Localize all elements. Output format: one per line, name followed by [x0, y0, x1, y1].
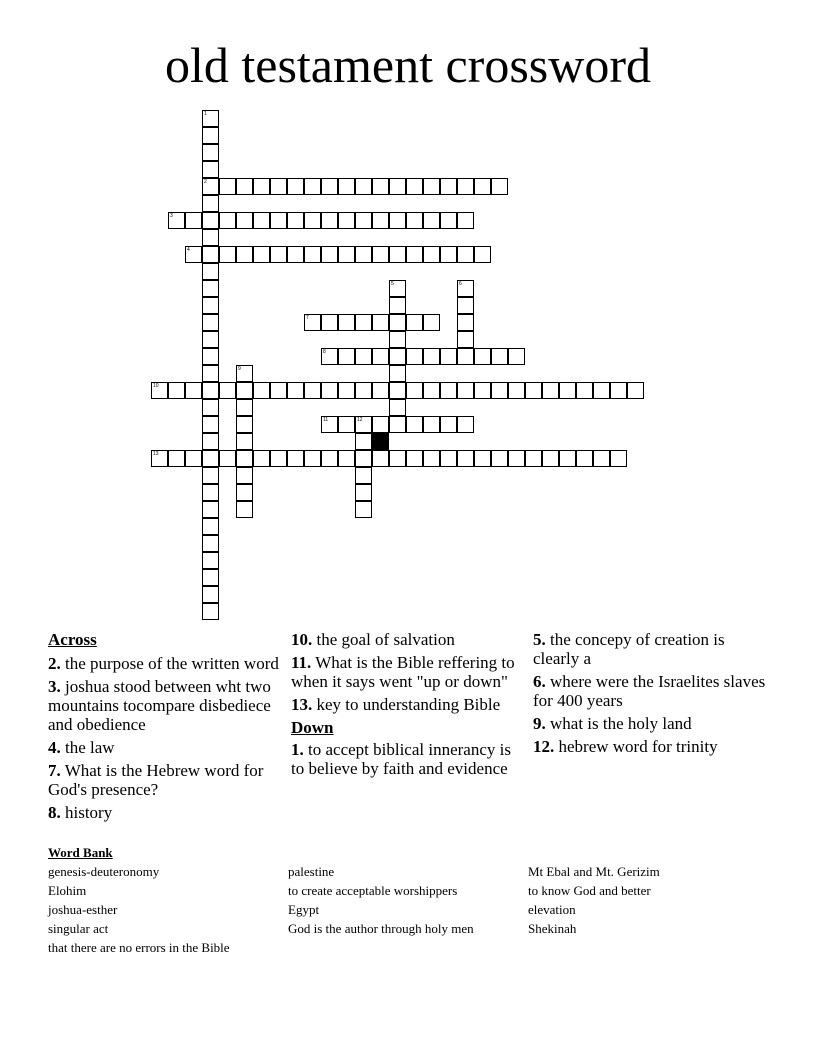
- crossword-cell[interactable]: [270, 382, 287, 399]
- crossword-cell[interactable]: [219, 178, 236, 195]
- crossword-cell[interactable]: [202, 467, 219, 484]
- crossword-cell[interactable]: [202, 246, 219, 263]
- crossword-cell[interactable]: [304, 314, 321, 331]
- crossword-cell[interactable]: [440, 450, 457, 467]
- clue-across-4: 4. the law: [48, 738, 115, 757]
- crossword-cell[interactable]: [253, 178, 270, 195]
- clue-number: 5: [391, 281, 394, 287]
- crossword-cell[interactable]: [355, 382, 372, 399]
- crossword-cell[interactable]: [236, 416, 253, 433]
- word-bank-item: Egypt: [288, 902, 320, 917]
- crossword-cell[interactable]: [202, 297, 219, 314]
- crossword-cell[interactable]: [338, 416, 355, 433]
- crossword-cell[interactable]: [202, 127, 219, 144]
- clue-across-2: 2. the purpose of the written word: [48, 654, 279, 673]
- crossword-cell[interactable]: [440, 348, 457, 365]
- crossword-cell[interactable]: [202, 212, 219, 229]
- crossword-cell[interactable]: [355, 246, 372, 263]
- crossword-cell[interactable]: [372, 348, 389, 365]
- crossword-cell[interactable]: [491, 348, 508, 365]
- crossword-cell[interactable]: [389, 399, 406, 416]
- crossword-cell[interactable]: [236, 212, 253, 229]
- crossword-cell[interactable]: [576, 382, 593, 399]
- crossword-cell[interactable]: [236, 433, 253, 450]
- crossword-cell[interactable]: [253, 246, 270, 263]
- crossword-cell[interactable]: [236, 178, 253, 195]
- crossword-cell[interactable]: [406, 348, 423, 365]
- crossword-cell[interactable]: [491, 450, 508, 467]
- crossword-cell[interactable]: [202, 382, 219, 399]
- crossword-cell[interactable]: [202, 178, 219, 195]
- crossword-cell[interactable]: [321, 382, 338, 399]
- crossword-cell[interactable]: [627, 382, 644, 399]
- page-title: old testament crossword: [164, 37, 651, 93]
- crossword-cell[interactable]: [168, 212, 185, 229]
- crossword-cell[interactable]: [287, 246, 304, 263]
- crossword-cell[interactable]: [202, 263, 219, 280]
- crossword-cell[interactable]: [236, 382, 253, 399]
- crossword-cell[interactable]: [372, 382, 389, 399]
- crossword-cell[interactable]: [355, 433, 372, 450]
- crossword-cell[interactable]: [440, 212, 457, 229]
- crossword-cell[interactable]: [372, 212, 389, 229]
- crossword-cell[interactable]: [321, 212, 338, 229]
- word-bank-item: to know God and better: [528, 883, 651, 898]
- crossword-cell[interactable]: [440, 416, 457, 433]
- word-bank-item: that there are no errors in the Bible: [48, 940, 230, 955]
- crossword-cell[interactable]: [236, 501, 253, 518]
- clue-across-3: 3. joshua stood between wht two mountains tocompare disbediece and obedience: [48, 677, 271, 734]
- crossword-cell[interactable]: [202, 331, 219, 348]
- crossword-cell[interactable]: [202, 416, 219, 433]
- crossword-cell[interactable]: [355, 450, 372, 467]
- crossword-cell[interactable]: [389, 382, 406, 399]
- crossword-cell[interactable]: [185, 382, 202, 399]
- crossword-cell[interactable]: [338, 382, 355, 399]
- clue-across-7: 7. What is the Hebrew word for God's presence?: [48, 761, 264, 799]
- crossword-cell[interactable]: [593, 450, 610, 467]
- clue-across-13: 13. key to understanding Bible: [291, 695, 501, 714]
- crossword-cell[interactable]: [423, 178, 440, 195]
- word-bank-item: genesis-deuteronomy: [48, 864, 160, 879]
- crossword-cell[interactable]: [287, 178, 304, 195]
- crossword-cell[interactable]: [491, 178, 508, 195]
- crossword-cell[interactable]: [474, 382, 491, 399]
- crossword-cell[interactable]: [202, 501, 219, 518]
- crossword-cell[interactable]: [372, 314, 389, 331]
- crossword-cell[interactable]: [457, 314, 474, 331]
- clue-down-9: 9. what is the holy land: [533, 714, 692, 733]
- crossword-cell[interactable]: [508, 450, 525, 467]
- crossword-cell[interactable]: [389, 450, 406, 467]
- clue-number: 6: [459, 281, 462, 287]
- clue-down-1: 1. to accept biblical innerancy is to believe by faith and evidence: [291, 740, 511, 778]
- crossword-cell[interactable]: [389, 348, 406, 365]
- crossword-cell[interactable]: [423, 382, 440, 399]
- crossword-cell[interactable]: [610, 450, 627, 467]
- crossword-cell[interactable]: [304, 450, 321, 467]
- crossword-cell[interactable]: [202, 603, 219, 620]
- crossword-cell[interactable]: [202, 229, 219, 246]
- crossword-cell[interactable]: [389, 314, 406, 331]
- clue-number: 4: [187, 247, 190, 253]
- crossword-cell[interactable]: [338, 450, 355, 467]
- crossword-cell[interactable]: [321, 314, 338, 331]
- crossword-cell[interactable]: [185, 450, 202, 467]
- crossword-cell[interactable]: [338, 348, 355, 365]
- crossword-cell[interactable]: [253, 450, 270, 467]
- crossword-cell[interactable]: [202, 161, 219, 178]
- crossword-cell[interactable]: [304, 246, 321, 263]
- crossword-cell[interactable]: [440, 246, 457, 263]
- crossword-cell[interactable]: [474, 450, 491, 467]
- crossword-cell[interactable]: [423, 348, 440, 365]
- crossword-cell[interactable]: [321, 348, 338, 365]
- crossword-cell[interactable]: [457, 212, 474, 229]
- crossword-cell[interactable]: [338, 246, 355, 263]
- crossword-cell[interactable]: [389, 331, 406, 348]
- crossword-cell[interactable]: [440, 178, 457, 195]
- crossword-cell[interactable]: [457, 382, 474, 399]
- crossword-cell[interactable]: [406, 246, 423, 263]
- crossword-cell[interactable]: [355, 348, 372, 365]
- word-bank-item: singular act: [48, 921, 109, 936]
- clue-number: 7: [306, 315, 309, 321]
- crossword-cell[interactable]: [355, 467, 372, 484]
- crossword-cell[interactable]: [355, 314, 372, 331]
- crossword-cell[interactable]: [287, 212, 304, 229]
- crossword-cell[interactable]: [457, 450, 474, 467]
- crossword-cell[interactable]: [202, 450, 219, 467]
- crossword-cell[interactable]: [423, 314, 440, 331]
- crossword-cell[interactable]: [389, 212, 406, 229]
- crossword-cell[interactable]: [304, 212, 321, 229]
- crossword-cell[interactable]: [406, 212, 423, 229]
- crossword-cell[interactable]: [542, 382, 559, 399]
- crossword-cell[interactable]: [338, 212, 355, 229]
- crossword-cell[interactable]: [423, 416, 440, 433]
- crossword-cell[interactable]: [576, 450, 593, 467]
- clue-across-10: 10. the goal of salvation: [291, 630, 455, 649]
- crossword-cell[interactable]: [355, 501, 372, 518]
- crossword-cell[interactable]: [253, 212, 270, 229]
- crossword-cell[interactable]: [389, 178, 406, 195]
- clue-across-11: 11. What is the Bible reffering to when it says went "up or down": [291, 653, 515, 691]
- word-bank-item: palestine: [288, 864, 335, 879]
- crossword-cell[interactable]: [253, 382, 270, 399]
- across-heading: Across: [48, 630, 97, 649]
- crossword-cell[interactable]: [423, 212, 440, 229]
- crossword-cell[interactable]: [525, 450, 542, 467]
- crossword-cell[interactable]: [202, 110, 219, 127]
- crossword-cell[interactable]: [270, 246, 287, 263]
- clue-column-1: [48, 630, 284, 826]
- crossword-cell[interactable]: [610, 382, 627, 399]
- crossword-cell[interactable]: [474, 348, 491, 365]
- down-heading: Down: [291, 718, 334, 737]
- crossword-cell[interactable]: [321, 246, 338, 263]
- crossword-cell[interactable]: [185, 246, 202, 263]
- clue-number: 10: [153, 383, 159, 389]
- crossword-cell[interactable]: [168, 382, 185, 399]
- crossword-cell[interactable]: [321, 450, 338, 467]
- clue-number: 11: [323, 417, 329, 423]
- crossword-cell[interactable]: [525, 382, 542, 399]
- crossword-cell[interactable]: [457, 280, 474, 297]
- crossword-cell[interactable]: [355, 484, 372, 501]
- crossword-cell[interactable]: [185, 212, 202, 229]
- crossword-cell[interactable]: [236, 246, 253, 263]
- word-bank-title: Word Bank: [48, 845, 113, 860]
- crossword-cell[interactable]: [406, 178, 423, 195]
- clue-number: 13: [153, 451, 159, 457]
- crossword-cell[interactable]: [270, 212, 287, 229]
- clue-column-3: [533, 630, 769, 760]
- crossword-cell[interactable]: [423, 450, 440, 467]
- crossword-cell[interactable]: [202, 433, 219, 450]
- crossword-cell[interactable]: [508, 382, 525, 399]
- crossword-cell[interactable]: [457, 348, 474, 365]
- word-bank-column-1: [48, 862, 288, 957]
- crossword-cell[interactable]: [202, 569, 219, 586]
- crossword-cell[interactable]: [338, 178, 355, 195]
- crossword-cell[interactable]: [389, 280, 406, 297]
- crossword-cell[interactable]: [287, 382, 304, 399]
- clue-number: 8: [323, 349, 326, 355]
- crossword-block: [372, 433, 389, 450]
- crossword-cell[interactable]: [202, 535, 219, 552]
- crossword-cell[interactable]: [219, 212, 236, 229]
- crossword-cell[interactable]: [304, 382, 321, 399]
- crossword-cell[interactable]: [355, 178, 372, 195]
- crossword-cell[interactable]: [389, 365, 406, 382]
- crossword-cell[interactable]: [236, 450, 253, 467]
- clue-down-5: 5. the concepy of creation is clearly a: [533, 630, 725, 668]
- crossword-cell[interactable]: [202, 195, 219, 212]
- crossword-cell[interactable]: [457, 246, 474, 263]
- crossword-cell[interactable]: [202, 348, 219, 365]
- crossword-cell[interactable]: [389, 416, 406, 433]
- crossword-cell[interactable]: [236, 467, 253, 484]
- crossword-cell[interactable]: [406, 314, 423, 331]
- crossword-cell[interactable]: [168, 450, 185, 467]
- crossword-cell[interactable]: [559, 450, 576, 467]
- crossword-cell[interactable]: [202, 280, 219, 297]
- crossword-cell[interactable]: [338, 314, 355, 331]
- crossword-cell[interactable]: [491, 382, 508, 399]
- crossword-cell[interactable]: [389, 297, 406, 314]
- crossword-cell[interactable]: [202, 399, 219, 416]
- crossword-cell[interactable]: [270, 178, 287, 195]
- crossword-cell[interactable]: [151, 450, 168, 467]
- clue-down-12: 12. hebrew word for trinity: [533, 737, 718, 756]
- crossword-cell[interactable]: [406, 416, 423, 433]
- clue-number: 9: [238, 366, 241, 372]
- crossword-cell[interactable]: [202, 518, 219, 535]
- word-bank-item: elevation: [528, 902, 576, 917]
- crossword-cell[interactable]: [406, 450, 423, 467]
- crossword-cell[interactable]: [287, 450, 304, 467]
- crossword-cell[interactable]: [389, 246, 406, 263]
- word-bank-item: Mt Ebal and Mt. Gerizim: [528, 864, 660, 879]
- crossword-cell[interactable]: [406, 382, 423, 399]
- clue-number: 1: [204, 111, 207, 117]
- word-bank-item: joshua-esther: [48, 902, 118, 917]
- crossword-cell[interactable]: [321, 416, 338, 433]
- crossword-cell[interactable]: [372, 178, 389, 195]
- crossword-cell[interactable]: [355, 212, 372, 229]
- crossword-cell[interactable]: [236, 365, 253, 382]
- crossword-cell[interactable]: [457, 297, 474, 314]
- crossword-cell[interactable]: [304, 178, 321, 195]
- word-bank-item: Shekinah: [528, 921, 577, 936]
- crossword-cell[interactable]: [559, 382, 576, 399]
- crossword-cell[interactable]: [202, 586, 219, 603]
- crossword-cell[interactable]: [202, 552, 219, 569]
- crossword-cell[interactable]: [202, 365, 219, 382]
- crossword-cell[interactable]: [593, 382, 610, 399]
- clue-number: 3: [170, 213, 173, 219]
- word-bank-item: to create acceptable worshippers: [288, 883, 458, 898]
- clue-down-6: 6. where were the Israelites slaves for 400 years: [533, 672, 766, 710]
- crossword-cell[interactable]: [202, 144, 219, 161]
- crossword-cell[interactable]: [270, 450, 287, 467]
- crossword-cell[interactable]: [457, 416, 474, 433]
- crossword-cell[interactable]: [151, 382, 168, 399]
- crossword-cell[interactable]: [236, 399, 253, 416]
- crossword-cell[interactable]: [236, 484, 253, 501]
- word-bank-item: Elohim: [48, 883, 87, 898]
- crossword-cell[interactable]: [440, 382, 457, 399]
- clue-number: 12: [357, 417, 363, 423]
- word-bank-column-3: [528, 862, 768, 938]
- word-bank-item: God is the author through holy men: [288, 921, 474, 936]
- crossword-cell[interactable]: [202, 314, 219, 331]
- crossword-cell[interactable]: [355, 416, 372, 433]
- crossword-cell[interactable]: [372, 246, 389, 263]
- crossword-cell[interactable]: [202, 484, 219, 501]
- crossword-cell[interactable]: [474, 246, 491, 263]
- crossword-cell[interactable]: [457, 178, 474, 195]
- crossword-cell[interactable]: [542, 450, 559, 467]
- clue-number: 2: [204, 179, 207, 185]
- crossword-cell[interactable]: [423, 246, 440, 263]
- word-bank-column-2: [288, 862, 528, 938]
- crossword-cell[interactable]: [219, 450, 236, 467]
- clue-across-8: 8. history: [48, 803, 113, 822]
- crossword-cell[interactable]: [474, 178, 491, 195]
- crossword-cell[interactable]: [372, 450, 389, 467]
- crossword-cell[interactable]: [219, 246, 236, 263]
- crossword-cell[interactable]: [457, 331, 474, 348]
- crossword-cell[interactable]: [508, 348, 525, 365]
- crossword-cell[interactable]: [219, 382, 236, 399]
- crossword-cell[interactable]: [372, 416, 389, 433]
- crossword-cell[interactable]: [321, 178, 338, 195]
- clue-column-2: [291, 630, 527, 782]
